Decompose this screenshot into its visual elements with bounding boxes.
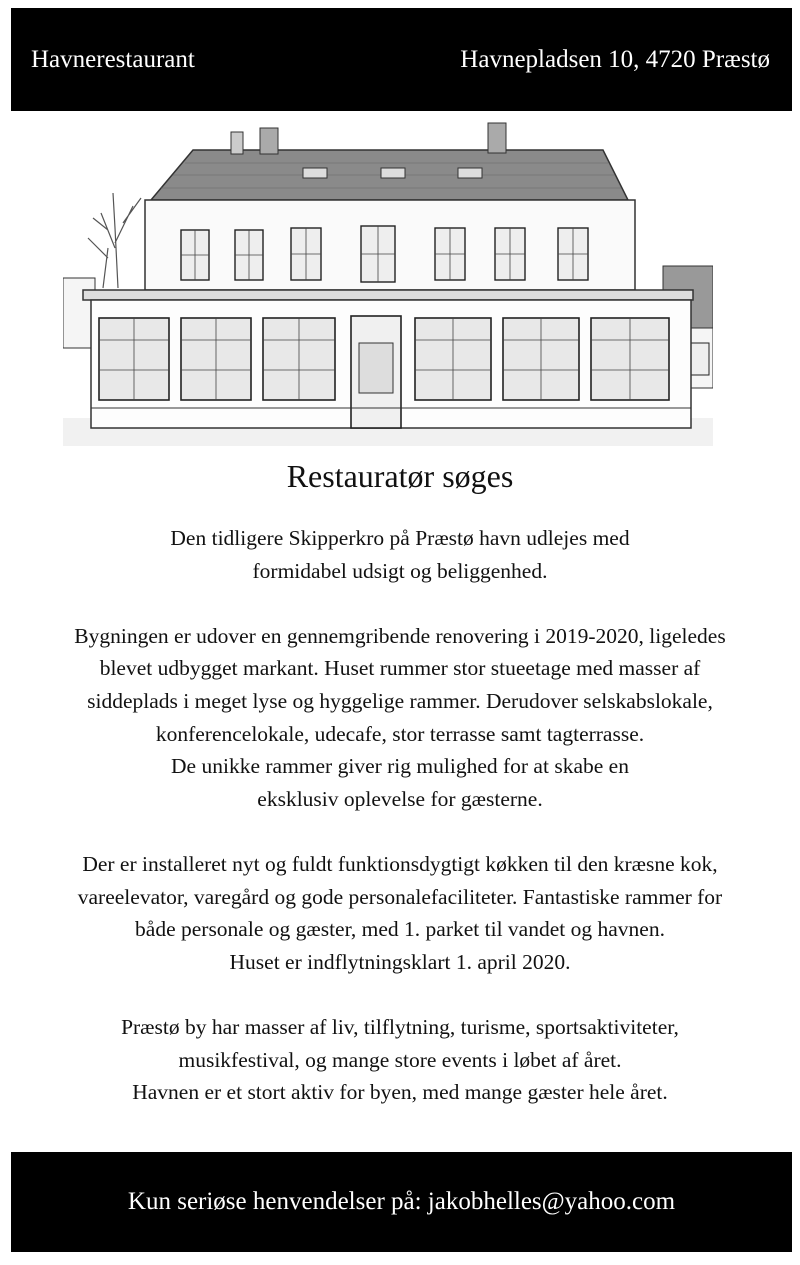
footer-bar: [11, 1152, 792, 1252]
text-line: Bygningen er udover en gennemgribende renovering i 2019-2020, ligeledes: [74, 623, 726, 648]
paragraph: [0, 522, 800, 587]
text-line: Den tidligere Skipperkro på Præstø havn udlejes med: [170, 526, 630, 550]
text-line: Præstø by har masser af liv, tilflytning, turisme, sportsaktiviteter,: [121, 1014, 679, 1039]
text-line: både personale og gæster, med 1. parket til vandet og havnen.: [135, 917, 665, 942]
paragraph: [0, 1011, 800, 1109]
restaurant-address: Havnepladsen 10, 4720 Præstø: [460, 45, 770, 73]
text-line: vareelevator, varegård og gode personalefaciliteter. Fantastiske rammer for: [77, 884, 723, 909]
contact-text: Kun seriøse henvendelser på: jakobhelles@yahoo.com: [127, 1188, 676, 1215]
text-line: konferencelokale, udecafe, stor terrasse samt tagterrasse.: [155, 721, 645, 746]
text-line: siddeplads i meget lyse og hyggelige rammer. Derudover selskabslokale,: [87, 688, 713, 713]
paragraph: [0, 620, 800, 816]
paragraph: [0, 848, 800, 978]
page-heading: Restauratør søges: [286, 458, 514, 494]
text-line: De unikke rammer giver rig mulighed for at skabe en: [171, 754, 629, 779]
text-line: blevet udbygget markant. Huset rummer stor stueetage med masser af: [99, 656, 701, 681]
text-line: eksklusiv oplevelse for gæsterne.: [257, 786, 543, 811]
text-line: Havnen er et stort aktiv for byen, med mange gæster hele året.: [132, 1080, 668, 1105]
header-bar: [11, 8, 792, 111]
text-line: Der er installeret nyt og fuldt funktionsdygtigt køkken til den kræsne kok,: [82, 851, 718, 876]
restaurant-name: Havnerestaurant: [31, 45, 195, 73]
text-line: musikfestival, og mange store events i løbet af året.: [178, 1047, 622, 1072]
text-line: Huset er indflytningsklart 1. april 2020.: [229, 949, 571, 974]
text-line: formidabel udsigt og beliggenhed.: [252, 558, 548, 583]
building-sketch-image: [63, 118, 713, 446]
body-text: [0, 522, 800, 1141]
